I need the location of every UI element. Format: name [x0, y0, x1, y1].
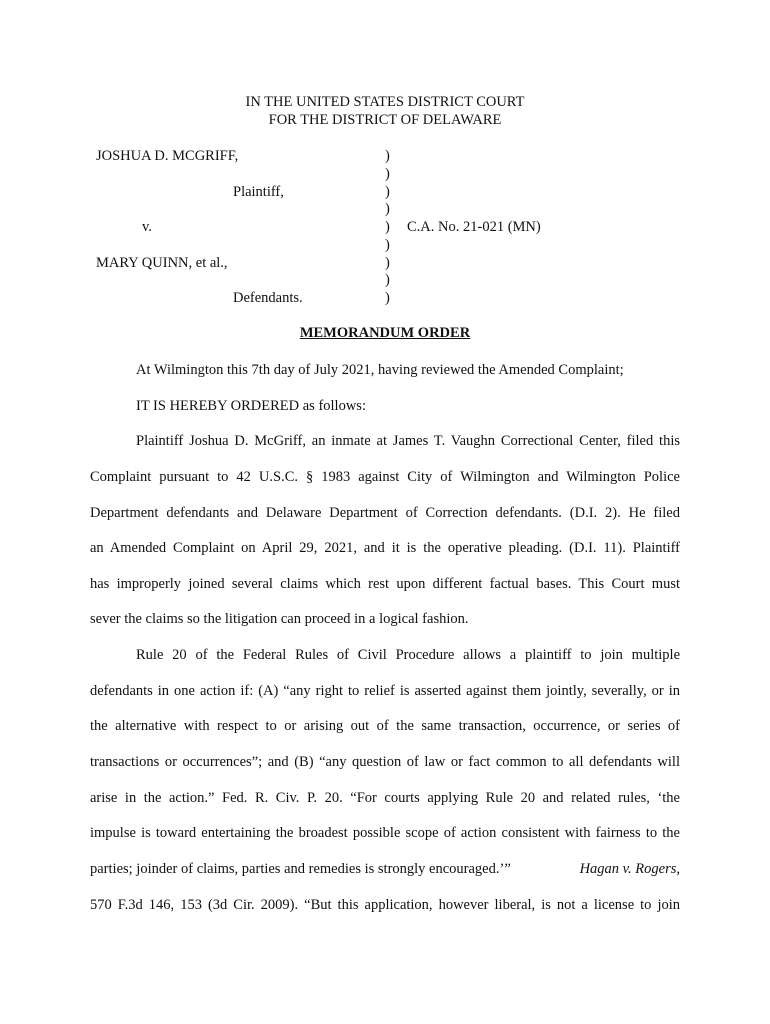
- paragraph-line: [90, 576, 680, 593]
- caption-paren: ): [385, 255, 390, 271]
- intro-line: At Wilmington this 7th day of July 2021, having reviewed the Amended Complaint;: [136, 362, 624, 378]
- case-citation-name: Hagan v. Rogers: [579, 861, 677, 877]
- caption-paren: ): [385, 237, 390, 253]
- court-name-line1: IN THE UNITED STATES DISTRICT COURT: [245, 94, 525, 110]
- paragraph-line-text: an Amended Complaint on April 29, 2021, and it is the operative pleading. (D.I. 11). Plaintiff: [90, 540, 680, 556]
- order-title: MEMORANDUM ORDER: [299, 325, 471, 341]
- paragraph-line: [90, 469, 680, 486]
- paragraph-line-citation: [90, 861, 680, 878]
- paragraph-line: [90, 683, 680, 700]
- paragraph-line: [90, 505, 680, 522]
- paragraph-line: [90, 790, 680, 807]
- caption-paren: ): [385, 184, 390, 200]
- paragraph-line-text: the alternative with respect to or arising out of the same transaction, occurrence, or series of: [90, 718, 680, 734]
- court-name-line2: FOR THE DISTRICT OF DELAWARE: [268, 112, 502, 128]
- paragraph-line: [90, 897, 680, 914]
- caption-paren: ): [385, 148, 390, 164]
- plaintiff-role: Plaintiff,: [233, 184, 284, 200]
- defendant-role: Defendants.: [233, 290, 303, 306]
- paragraph-line-text: has improperly joined several claims which rest upon different factual bases. This Court must: [90, 576, 680, 592]
- paragraph-line-text: transactions or occurrences”; and (B) “any question of law or fact common to all defendants will: [90, 754, 680, 770]
- caption-paren: ): [385, 201, 390, 217]
- paragraph-line: [90, 718, 680, 735]
- caption-paren: ): [385, 219, 390, 235]
- case-number: C.A. No. 21-021 (MN): [407, 219, 541, 235]
- ordered-line: IT IS HEREBY ORDERED as follows:: [136, 398, 366, 414]
- paragraph-line-text: 570 F.3d 146, 153 (3d Cir. 2009). “But this application, however liberal, is not a license to join: [90, 897, 680, 913]
- case-citation: [580, 861, 680, 878]
- paragraph-line: [90, 825, 680, 842]
- paragraph-line-text: Complaint pursuant to 42 U.S.C. § 1983 against City of Wilmington and Wilmington Police: [90, 469, 680, 485]
- versus: v.: [142, 219, 152, 235]
- case-citation-suffix: ,: [676, 861, 680, 877]
- plaintiff-name: JOSHUA D. MCGRIFF,: [96, 148, 239, 164]
- paragraph-line: sever the claims so the litigation can proceed in a logical fashion.: [90, 611, 469, 627]
- paragraph-line-text: defendants in one action if: (A) “any right to relief is asserted against them jointly, severally, or in: [90, 683, 680, 699]
- paragraph-line-text: Department defendants and Delaware Department of Correction defendants. (D.I. 2). He filed: [90, 505, 680, 521]
- paragraph-line: Rule 20 of the Federal Rules of Civil Procedure allows a plaintiff to join multiple: [136, 647, 680, 663]
- caption-paren: ): [385, 272, 390, 288]
- caption-paren: ): [385, 290, 390, 306]
- defendant-name: MARY QUINN, et al.,: [96, 255, 228, 271]
- paragraph-line-text: parties; joinder of claims, parties and remedies is strongly encouraged.’”: [90, 861, 511, 877]
- caption-paren: ): [385, 166, 390, 182]
- paragraph-line: Plaintiff Joshua D. McGriff, an inmate at James T. Vaughn Correctional Center, filed this: [136, 433, 680, 449]
- paragraph-line: [90, 540, 680, 557]
- paragraph-line-text: impulse is toward entertaining the broadest possible scope of action consistent with fairness to the: [90, 825, 680, 841]
- paragraph-line: [90, 754, 680, 771]
- paragraph-line-text: arise in the action.” Fed. R. Civ. P. 20. “For courts applying Rule 20 and related rules, ‘the: [90, 790, 680, 806]
